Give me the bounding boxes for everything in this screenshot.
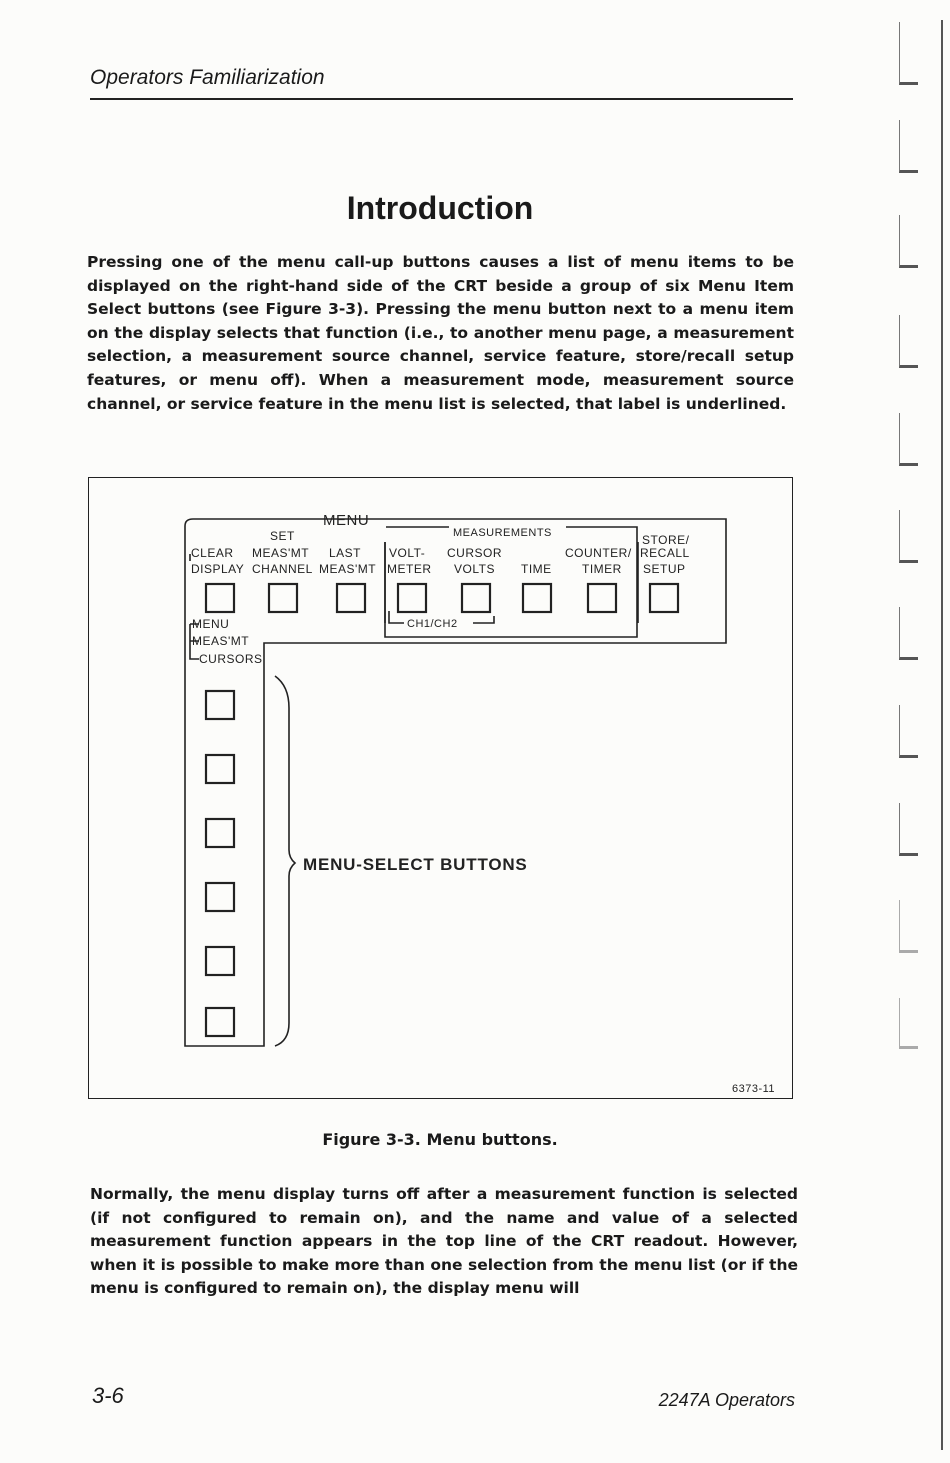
clear-label: CLEAR — [191, 546, 234, 560]
time-button — [523, 584, 551, 612]
edge-tab-2 — [899, 120, 918, 173]
timer-label: TIMER — [582, 562, 622, 576]
edge-tab-1 — [899, 22, 918, 85]
meas-channel-button — [269, 584, 297, 612]
counter-label: COUNTER/ — [565, 546, 632, 560]
section-title: Operators Familiarization — [90, 66, 325, 89]
edge-tab-8 — [899, 705, 918, 758]
page-edge-line — [941, 20, 943, 1450]
side-cursors-label: CURSORS — [199, 652, 263, 666]
page-title: Introduction — [346, 190, 534, 226]
setup-label: SETUP — [643, 562, 686, 576]
edge-tab-7 — [899, 607, 918, 660]
side-menu-label: MENU — [192, 617, 230, 631]
menu-select-button-4 — [206, 883, 234, 911]
cursor-volts-button — [462, 584, 490, 612]
page-header — [90, 64, 793, 100]
edge-tab-markers — [893, 0, 950, 1463]
recall-setup-button — [650, 584, 678, 612]
body-paragraph: Normally, the menu display turns off after a measurement function is selected (if not configured to remain on), and the name and value of a selected measurement function appears in the top line of the CRT readout. However, when it is possible to make more than one selection from the menu list (or if the menu is configured to remain on), the display menu will — [90, 1185, 798, 1298]
menu-select-buttons-label: MENU-SELECT BUTTONS — [303, 855, 528, 874]
select-brace — [275, 676, 295, 1046]
channel-label: CHANNEL — [252, 562, 313, 576]
set-label: SET — [270, 529, 295, 543]
ch-label: CH1/CH2 — [407, 618, 458, 630]
edge-tab-3 — [899, 215, 918, 268]
voltmeter-button — [398, 584, 426, 612]
display-label: DISPLAY — [191, 562, 245, 576]
cursor-label: CURSOR — [447, 546, 503, 560]
counter-timer-button — [588, 584, 616, 612]
figure-id: 6373-11 — [732, 1083, 776, 1095]
clear-display-button — [206, 584, 234, 612]
volt-label: VOLT- — [389, 546, 426, 560]
edge-tab-5 — [899, 413, 918, 466]
edge-tab-6 — [899, 510, 918, 563]
menu-select-button-5 — [206, 947, 234, 975]
side-measmt-label: MEAS'MT — [192, 634, 250, 648]
menu-select-button-1 — [206, 691, 234, 719]
menu-label: MENU — [323, 512, 370, 529]
edge-tab-11 — [899, 998, 918, 1049]
menu-select-button-2 — [206, 755, 234, 783]
menu-select-button-6 — [206, 1008, 234, 1036]
menu-select-button-3 — [206, 819, 234, 847]
edge-tab-10 — [899, 900, 918, 953]
time-label: TIME — [521, 562, 552, 576]
menu-buttons-diagram — [89, 478, 792, 1098]
store-label: STORE/ — [642, 533, 690, 547]
recall-label: RECALL — [640, 546, 690, 560]
intro-paragraph: Pressing one of the menu call-up buttons causes a list of menu items to be displayed on the right-hand side of the CRT beside a group of six Menu Item Select buttons (see Figure 3-3). Pressing the menu button next to a menu item on the display selects that function (i.e., to another menu page, a measurement selection, a measurement source channel, service feature, store/recall setup features, or menu off). When a measurement mode, measurement source channel, or service feature in the menu list is selected, that label is underlined. — [87, 253, 794, 413]
page-number: 3-6 — [92, 1383, 124, 1408]
meter-label: METER — [387, 562, 432, 576]
measmt-label: MEAS'MT — [252, 546, 310, 560]
document-title: 2247A Operators — [658, 1390, 795, 1410]
volts-label: VOLTS — [454, 562, 495, 576]
last-measmt-label: MEAS'MT — [319, 562, 377, 576]
panel-outline — [185, 519, 726, 1046]
figure-caption: Figure 3-3. Menu buttons. — [322, 1130, 558, 1149]
edge-tab-4 — [899, 315, 918, 368]
edge-tab-9 — [899, 803, 918, 856]
last-label: LAST — [329, 546, 362, 560]
last-meas-button — [337, 584, 365, 612]
figure-menu-buttons — [88, 477, 793, 1099]
measurements-label: MEASUREMENTS — [453, 527, 552, 539]
